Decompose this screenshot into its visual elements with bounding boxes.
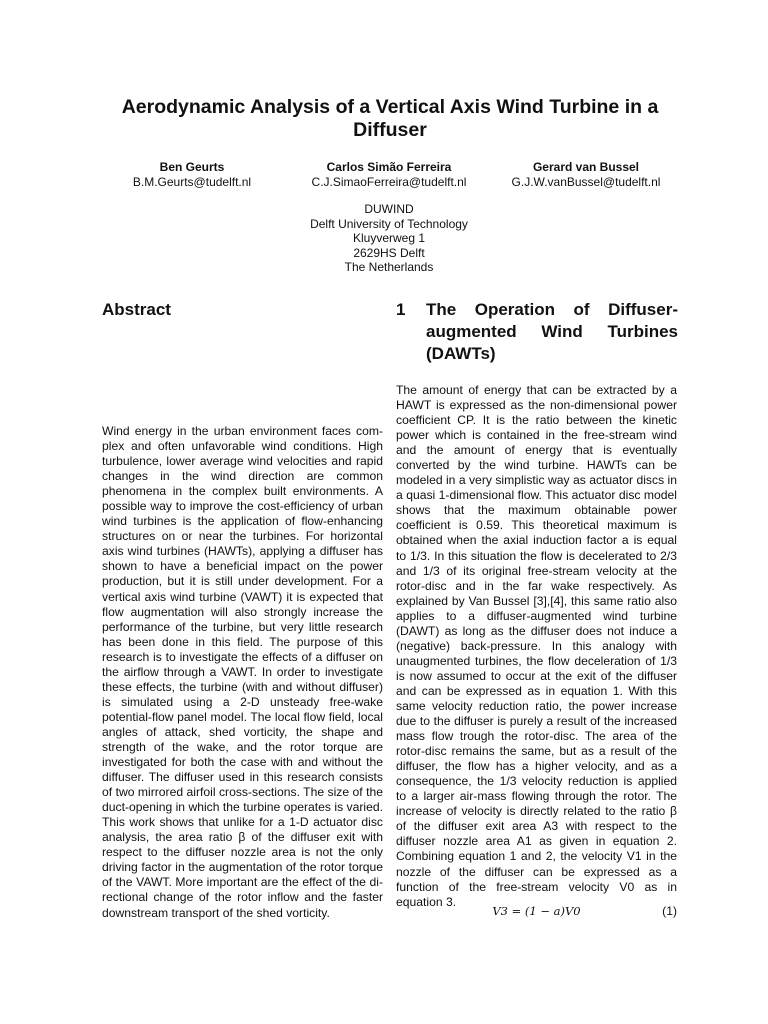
section-1-heading: [396, 299, 678, 369]
affiliation-line: The Netherlands: [344, 260, 434, 275]
affiliation: [264, 202, 514, 275]
author-email: B.M.Geurts@tudelft.nl: [132, 175, 252, 189]
author-block: [476, 160, 696, 190]
affiliation-line: 2629HS Delft: [353, 245, 425, 260]
author-email: G.J.W.vanBussel@tudelft.nl: [511, 175, 661, 189]
paper-title: Aerodynamic Analysis of a Vertical Axis Wind Turbine in a Diffuser: [121, 96, 659, 141]
equation-body: V3 = (1 − a)V0: [492, 904, 581, 918]
author-email: C.J.SimaoFerreira@tudelft.nl: [311, 175, 467, 189]
section-paragraph: The amount of energy that can be extracted by a HAWT is expressed as the non-dimensional power coefficient CP. It is the ratio between the kinetic power which is contained in the free-stream wind and the amount of energy that is eventually converted by the wind turbine. HAWTs can be modeled in a very simplistic way as actuator discs in a quasi 1-dimensional flow. This actuator disc model shows that the maximum obtainable power coefficient is 0.59. This theoretical maximum is obtained when the axial induction factor a is equal to 1/3. In this situation the flow is decelerated to 2/3 and 1/3 of its original free-stream velocity at the rotor-disc and in the far wake respectively. As explained by Van Bussel [3],[4], this same ratio also applies to a diffuser-augmented wind turbine (DAWT) as long as the diffuser does not induce a (negative) back-pressure. In this analogy with unaugmented turbines, the flow deceleration of 1/3 is now assumed to occur at the exit of the diffuser and can be expressed as in equation 1. With this same velocity reduction ratio, the power increase due to the diffuser is purely a result of the increased mass flow trough the rotor-disc. The area of the rotor-disc remains the same, but as a result of the diffuser, the flow has a higher velocity, and as a consequence, the 1/3 velocity reduction is applied to a larger air-mass flowing through the rotor. The increase of velocity is directly related to the ratio β of the diffuser exit area A3 with respect to the diffuser nozzle area A1 as given in equation 2. Combining equation 1 and 2, the velocity V1 in the nozzle of the diffuser can be expressed as a function of the free-stream velocity V0 as in equation 3.: [396, 383, 677, 909]
abstract-paragraph: Wind energy in the urban environment faces complex and often unfavorable wind conditions. High turbulence, lower average wind velocities and rapid changes in the wind direction are common phenomena in the complex built environments. A possible way to improve the cost-efficiency of urban wind turbines is the application of flow-enhancing structures on or near the turbines. For horizontal axis wind turbines (HAWTs), applying a diffuser has shown to have a beneficial impact on the power production, but it is still under development. For a vertical axis wind turbine (VAWT) it is expected that flow augmentation will also strongly increase the performance of the turbine, but very little research has been done in this field. The purpose of this research is to investigate the effects of a diffuser on the airflow through a VAWT. In order to investigate these effects, the turbine (with and without diffuser) is simulated using a 2-D unsteady free-wake potential-flow panel model. The local flow field, local angles of attack, shed vorticity, the shape and strength of the wake, and the rotor torque are investigated for both the case with and without the diffuser. The diffuser used in this research consists of two mirrored airfoil cross-sections. The size of the duct-opening in which the turbine operates is varied. This work shows that unlike for a 1-D actuator disc analysis, the area ratio β of the diffuser exit with respect to the diffuser nozzle area is not the only driving factor in the augmentation of the rotor torque of the VAWT. More important are the effect of the directional change of the rotor inflow and the faster downstream transport of the shed vorticity.: [102, 424, 383, 920]
abstract-body: [102, 424, 383, 921]
author-block: [279, 160, 499, 190]
affiliation-line: DUWIND: [364, 202, 414, 216]
author-name: Ben Geurts: [159, 160, 225, 174]
author-block: [82, 160, 302, 190]
abstract-heading: Abstract: [102, 300, 171, 319]
equation-number: (1): [662, 904, 677, 918]
affiliation-line: Delft University of Technology: [310, 216, 468, 231]
affiliation-line: Kluyverweg 1: [352, 231, 426, 246]
section-title: The Operation of Diffuser-augmented Wind Turbines (DAWTs): [426, 300, 678, 363]
author-name: Carlos Simão Ferreira: [326, 160, 452, 174]
equation-1: [396, 904, 677, 920]
author-name: Gerard van Bussel: [532, 160, 640, 174]
section-1-body: [396, 383, 677, 910]
section-number: 1: [396, 300, 406, 319]
